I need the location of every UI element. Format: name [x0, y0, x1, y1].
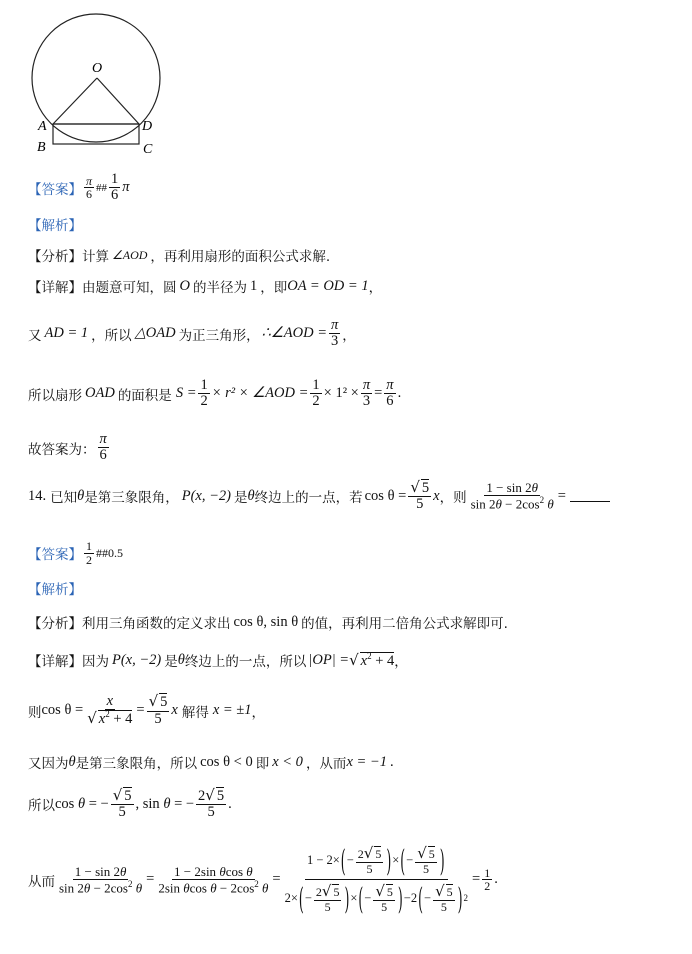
- text: 是: [164, 654, 178, 670]
- text: 是第三象限角，: [84, 490, 179, 507]
- q14-line-5: 从而 $\frac{1 - \sin 2\theta}{\sin 2\theta - 2\cos^2 \theta}$ = $\frac{\text{1 − 2sin θcos θ}}{2\sin \theta\cos \theta - 2\cos^2 \theta}$ = 1 − 2× ( − $\frac{2√ 5}{5}$ ) × ( − $\frac{√ 5}{5}$ ) 2× ( − $\frac{2√ 5}{5}$ ) × ( − $\frac{√ 5}{5}$ ) −2 ( − $\frac{√ 5}{5}$ ) 2 = $\frac{1}{2}$ .: [28, 842, 498, 917]
- target-expression: $\frac{1 - \sin 2\theta}{\sin 2\theta - 2\cos^2 \theta}$: [470, 480, 554, 512]
- theta: θ: [177, 651, 185, 668]
- text: ，所以: [91, 327, 132, 344]
- radius-value: 1: [249, 277, 258, 294]
- angle-AOD: ∠AOD: [112, 247, 148, 262]
- pi-over-6: $\frac{\pi}{6}$: [386, 377, 394, 410]
- comma: ，: [251, 704, 266, 721]
- xiangjie-text-3: ，即: [260, 280, 288, 296]
- theta: θ: [77, 487, 85, 504]
- condition-cos: cos θ < 0: [200, 753, 253, 770]
- expr-1: $\frac{1 - \sin 2\theta}{\sin 2\theta - 2\cos^2 \theta}$: [59, 864, 143, 895]
- triangle-OAD: △OAD: [134, 325, 176, 342]
- expr-3: 1 − 2× ( − $\frac{2√ 5}{5}$ ) × ( − $\frac{√ 5}{5}$ ) 2× ( − $\frac{2√ 5}{5}$ ) × ( − $\frac{√ 5}{5}$ ) −2 ( − $\frac{√ 5}{5}$ ) 2: [284, 842, 469, 917]
- answer-tag: 【答案】: [28, 181, 82, 198]
- label-A: A: [38, 119, 47, 134]
- fenxi-text-2: ，再利用扇形的面积公式求解.: [150, 249, 331, 265]
- q13-line-2: [28, 318, 356, 349]
- circle-figure: [20, 6, 180, 166]
- q14-answer-line: [28, 540, 123, 566]
- q13-answer-final: [28, 432, 111, 463]
- equation-AD: AD = 1: [44, 325, 89, 342]
- S-eq: S =: [175, 385, 197, 402]
- sqrt5-over-5: $\frac{√ 5}{5}$: [410, 478, 430, 513]
- text: 终边上的一点，若: [254, 490, 363, 507]
- text: 所以: [28, 798, 55, 815]
- cos-eq: cos θ =: [364, 487, 407, 504]
- trig-functions: cos θ, sin θ: [233, 613, 299, 630]
- pi-over-3: $\frac{\pi}{3}$: [331, 317, 339, 350]
- one-half: $\frac{1}{2}$: [86, 539, 92, 567]
- cos-eq: cos θ =: [41, 702, 84, 719]
- text: 则: [28, 704, 42, 721]
- q13-line-3: 所以扇形 OAD 的面积是 S = $\frac{1}{2}$ × r² × ∠AOD = $\frac{1}{2}$ × 1² × $\frac{\pi}{3}$ = $\frac{\pi}{6}$ .: [28, 377, 402, 410]
- q13-analysis-tag-line: [28, 214, 82, 234]
- period: .: [494, 871, 498, 888]
- text: 的值，再利用二倍角公式求解即可.: [301, 616, 508, 632]
- point-P: P(x, −2): [112, 651, 162, 668]
- area-substitution: × 1² ×: [323, 385, 359, 402]
- text: 故答案为：: [28, 441, 96, 458]
- text: 从而: [28, 873, 55, 890]
- analysis-tag: 【解析】: [28, 582, 82, 598]
- label-D: D: [142, 119, 153, 134]
- one-half: $\frac{1}{2}$: [484, 865, 491, 894]
- text: 利用三角函数的定义求出: [82, 616, 231, 632]
- q14-line-2: 则 cos θ = $\frac{x}{√ x^2 + 4}$ = $\frac{√ 5}{5}$ x 解得 x = ±1 ，: [28, 692, 266, 728]
- q14-line-3: [28, 752, 394, 772]
- sqrt5-over-5: $\frac{√ 5}{5}$: [148, 692, 168, 727]
- circle-O-symbol: O: [179, 277, 190, 294]
- text: 是: [234, 490, 248, 507]
- text: 是第三象限角，所以: [75, 756, 198, 772]
- one-half: $\frac{1}{2}$: [200, 377, 208, 410]
- sqrt5-over-5: $\frac{√ 5}{5}$: [112, 786, 132, 821]
- text: 终边上的一点，所以: [184, 654, 307, 670]
- x-value: x = −1: [346, 753, 387, 770]
- text: 又: [28, 327, 42, 344]
- radius-equation: OA = OD = 1: [287, 277, 369, 294]
- q13-fenxi: [28, 245, 330, 265]
- q13-answer-line: 【答案】 $\frac{\pi}{6}$ ## $\frac{1}{6}$ π: [28, 171, 130, 204]
- fenxi-text: 计算: [82, 249, 109, 265]
- one-half: $\frac{1}{2}$: [312, 377, 320, 410]
- q14-line-4: 所以 cos θ = − $\frac{√ 5}{5}$ , sin θ = − $\frac{2√ 5}{5}$ .: [28, 786, 232, 821]
- fenxi-tag: 【分析】: [28, 616, 82, 632]
- label-C: C: [143, 142, 153, 157]
- comma: ，: [342, 327, 356, 344]
- answer-blank[interactable]: [570, 491, 610, 502]
- text: 为正三角形，: [178, 327, 260, 344]
- analysis-tag: 【解析】: [28, 218, 82, 234]
- answer-sep: ##: [96, 181, 108, 194]
- x-over-sqrt: $\frac{x}{√ x^2 + 4}$: [87, 693, 133, 728]
- sector-OAD: OAD: [85, 385, 115, 402]
- segment-OA: [53, 78, 97, 124]
- text: 因为: [82, 654, 109, 670]
- xiangjie-text: 由题意可知，圆: [82, 280, 177, 296]
- q14-question: 14. 已知 θ 是第三象限角， P(x, −2) 是 θ 终边上的一点，若 cos θ = $\frac{√ 5}{5}$ x ，则 $\frac{1 - \sin 2\theta}{\sin 2\theta - 2\cos^2 \theta}$ =: [28, 480, 610, 512]
- text: 的面积是: [117, 387, 172, 404]
- circle-O: [32, 14, 160, 142]
- q14-analysis-tag-line: [28, 578, 82, 598]
- comma: ，: [394, 654, 408, 670]
- answer-sep: ##0.5: [96, 545, 123, 560]
- angle-AOD-eq: ∴∠AOD =: [261, 325, 328, 342]
- xiangjie-tag: 【详解】: [28, 280, 82, 296]
- label-O: O: [92, 61, 103, 76]
- answer-tag: 【答案】: [28, 547, 82, 564]
- comma: ，: [368, 280, 383, 296]
- xiangjie-text-2: 的半径为: [192, 280, 247, 296]
- period: .: [397, 385, 402, 402]
- theta: θ: [68, 753, 76, 770]
- label-B: B: [37, 140, 46, 155]
- point-P: P(x, −2): [181, 487, 231, 504]
- text: 解得: [181, 704, 209, 721]
- segment-OD: [97, 78, 139, 124]
- OP-eq: |OP| =: [308, 651, 350, 668]
- period: .: [389, 753, 394, 770]
- pi-over-3: $\frac{\pi}{3}$: [362, 377, 371, 410]
- 2sqrt5-over-5: $\frac{2√ 5}{5}$: [198, 786, 225, 821]
- q14-xiangjie: 【详解】 因为 P(x, −2) 是 θ 终边上的一点，所以 |OP| = √ $x^2 + 4$ ，: [28, 650, 408, 670]
- fenxi-tag: 【分析】: [28, 249, 82, 265]
- text: ，从而: [305, 756, 347, 772]
- solution: x = ±1: [212, 702, 252, 719]
- text: 已知: [50, 490, 78, 507]
- xiangjie-tag: 【详解】: [28, 654, 82, 670]
- area-formula: × r² × ∠AOD =: [211, 385, 309, 402]
- text: 即: [255, 756, 270, 772]
- period: .: [228, 795, 232, 812]
- pi-over-6: $\frac{\pi}{6}$: [99, 431, 107, 464]
- condition-x: x < 0: [272, 753, 303, 770]
- text: ，则: [439, 490, 467, 507]
- q14-fenxi: [28, 612, 508, 632]
- one-sixth: $\frac{1}{6}$: [111, 171, 119, 204]
- pi-over-6: $\frac{\pi}{6}$: [86, 173, 93, 202]
- text: 所以扇形: [28, 387, 82, 404]
- question-number: 14.: [28, 487, 47, 504]
- expr-2: $\frac{\text{1 − 2sin θcos θ}}{2\sin \theta\cos \theta - 2\cos^2 \theta}$: [158, 864, 269, 895]
- q13-xiangjie: [28, 276, 382, 296]
- text: 又因为: [28, 756, 69, 772]
- theta: θ: [247, 487, 255, 504]
